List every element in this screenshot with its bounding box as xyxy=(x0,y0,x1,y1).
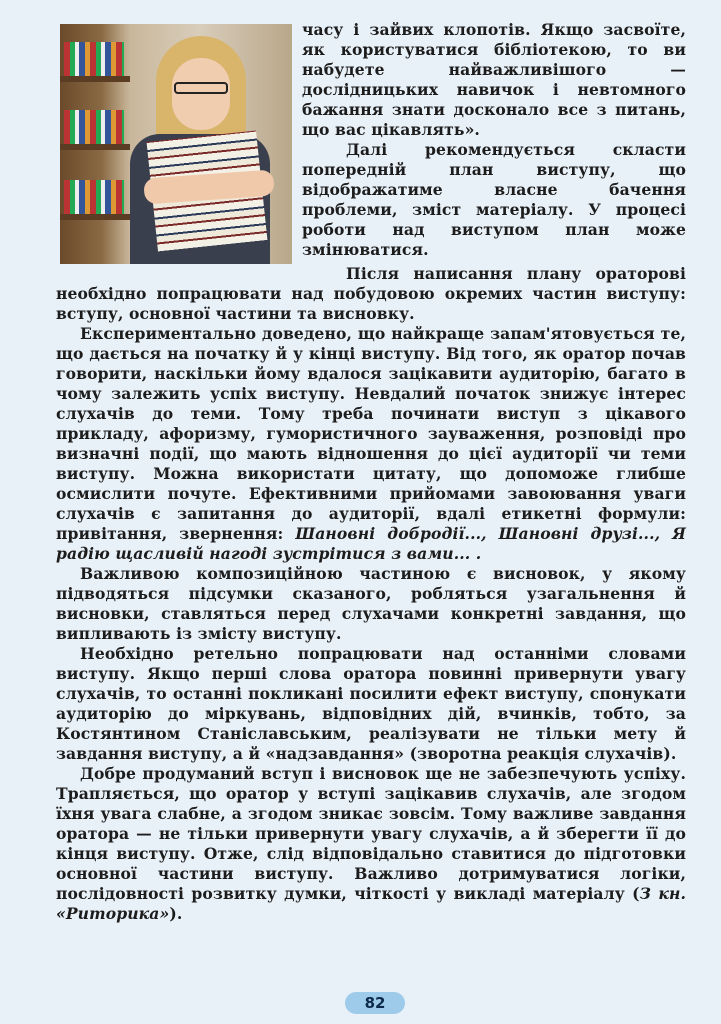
paragraph: Після написання плану ораторові необхідно попрацювати над побудовою окремих частин виступу: вступу, основної частини та висновку. xyxy=(56,264,686,323)
glasses-icon xyxy=(174,82,228,94)
main-text xyxy=(56,264,686,924)
books-on-shelf xyxy=(64,180,124,214)
right-column-text xyxy=(302,20,686,260)
books-on-shelf xyxy=(64,42,124,76)
source-citation: З кн. «Риторика» xyxy=(56,884,686,923)
paragraph: Далі рекомендується скласти попередній план виступу, що відображатиме власне бачення проблеми, зміст матеріалу. У процесі роботи над виступом план може змінюватися. xyxy=(302,140,686,259)
photo-girl-with-books xyxy=(60,24,292,264)
paragraph: Необхідно ретельно попрацювати над останніми словами виступу. Якщо перші слова оратора повинні привернути увагу слухачів, то останні покликані посилити ефект виступу, спонукати аудиторію до міркувань, відповідних дій, вчинків, тобто, за Костянтином Станіславським, реалізувати не тільки мету й завдання виступу, а й «надзавдання» (зворотна реакція слухачів). xyxy=(56,644,686,763)
paragraph-end: ). xyxy=(169,904,183,923)
shelf xyxy=(60,76,130,82)
face xyxy=(172,58,230,130)
shelf xyxy=(60,144,130,150)
paragraph: Важливою композиційною частиною є висновок, у якому підводяться підсумки сказаного, робляться узагальнення й висновки, ставляться перед слухачами конкретні завдання, що випливають із змісту виступу. xyxy=(56,564,686,643)
paragraph-text: Добре продуманий вступ і висновок ще не забезпечують успіху. Трапляється, що оратор у вступі зацікавив слухачів, але згодом їхня увага слабне, а згодом зникає зовсім. Тому важливе завдання оратора — не тільки привернути увагу слухачів, а й зберегти її до кінця виступу. Отже, слід відповідально ставитися до підготовки основної частини виступу. Важливо дотримуватися логіки, послідовності розвитку думки, чіткості у викладі матеріалу ( xyxy=(56,764,686,903)
paragraph-text: Експериментально доведено, що найкраще запам'ятовується те, що дається на початку й у кінці виступу. Від того, як оратор почав говорити, наскільки йому вдалося зацікавити аудиторію, багато в чому залежить успіх виступу. Невдалий початок знижує інтерес слухачів до теми. Тому треба починати виступ з цікавого прикладу, афоризму, гумористичного зауваження, розповіді про визначні події, що мають відношення до цієї аудиторії чи теми виступу. Можна використати цитату, що допоможе глибше осмислити почуте. Ефективними прийомами завоювання уваги слухачів є запитання до аудиторії, вдалі етикетні формули: привітання, звернення: xyxy=(56,324,686,543)
paragraph xyxy=(56,764,686,924)
shelf xyxy=(60,214,130,220)
books-on-shelf xyxy=(64,110,124,144)
etiquette-formulas: Шановні добродії..., Шановні друзі..., Я радію щасливій нагоді зустрітися з вами... . xyxy=(56,524,686,563)
paragraph: часу і зайвих клопотів. Якщо засвоїте, як користуватися бібліотекою, то ви набудете найважливішого — дослідницьких навичок і невтомного бажання знати досконало все з питань, що вас цікавлять». xyxy=(302,20,686,139)
paragraph xyxy=(56,324,686,564)
page-number: 82 xyxy=(345,992,405,1014)
